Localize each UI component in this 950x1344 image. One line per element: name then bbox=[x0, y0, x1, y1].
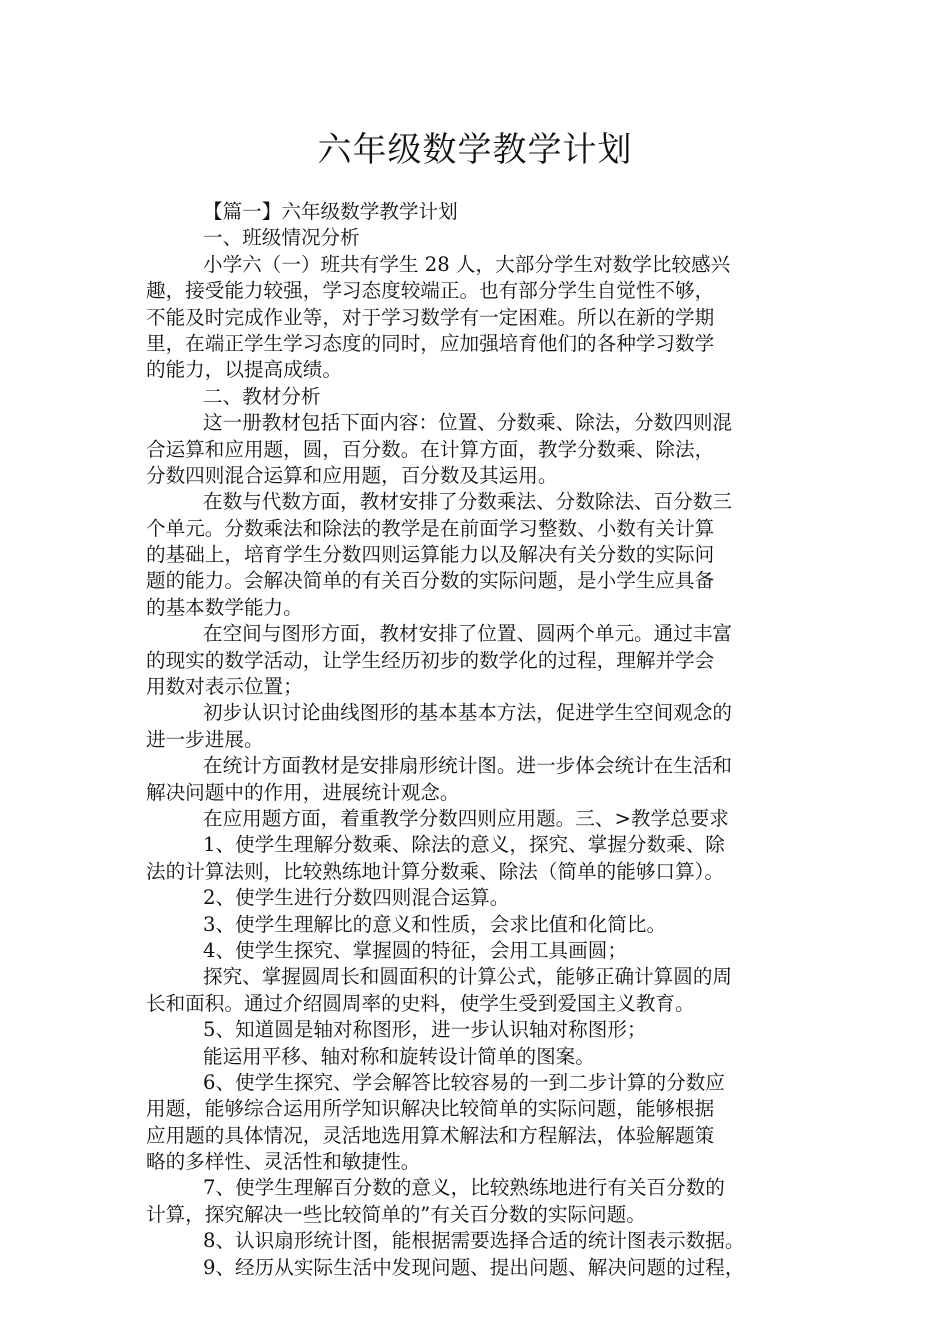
text-line: 小学六（一）班共有学生 28 人，大部分学生对数学比较感兴 bbox=[203, 252, 731, 276]
text-line: 6、使学生探究、学会解答比较容易的一到二步计算的分数应 bbox=[203, 1070, 725, 1094]
text-line: 能运用平移、轴对称和旋转设计简单的图案。 bbox=[203, 1044, 595, 1068]
text-line: 用数对表示位置； bbox=[146, 675, 303, 699]
text-line: 趣，接受能力较强，学习态度较端正。也有部分学生自觉性不够， bbox=[146, 279, 715, 303]
text-line: 5、知道圆是轴对称图形，进一步认识轴对称图形； bbox=[203, 1018, 647, 1042]
text-line: 个单元。分数乘法和除法的教学是在前面学习整数、小数有关计算 bbox=[146, 516, 715, 540]
text-line: 应用题的具体情况，灵活地选用算术解法和方程解法，体验解题策 bbox=[146, 1123, 715, 1147]
text-line: 7、使学生理解百分数的意义，比较熟练地进行有关百分数的 bbox=[203, 1176, 725, 1200]
text-line: 在数与代数方面，教材安排了分数乘法、分数除法、百分数三 bbox=[203, 490, 733, 514]
text-line: 分数四则混合运算和应用题，百分数及其运用。 bbox=[146, 463, 558, 487]
text-line: 二、教材分析 bbox=[203, 384, 321, 408]
text-line: 8、认识扇形统计图，能根据需要选择合适的统计图表示数据。 bbox=[203, 1229, 745, 1253]
text-line: 4、使学生探究、掌握圆的特征，会用工具画圆； bbox=[203, 938, 627, 962]
text-line: 的基本数学能力。 bbox=[146, 595, 303, 619]
text-line: 探究、掌握圆周长和圆面积的计算公式，能够正确计算圆的周 bbox=[203, 965, 733, 989]
text-line: 在空间与图形方面，教材安排了位置、圆两个单元。通过丰富 bbox=[203, 622, 733, 646]
text-line: 3、使学生理解比的意义和性质，会求比值和化简比。 bbox=[203, 912, 667, 936]
text-line: 的能力，以提高成绩。 bbox=[146, 358, 342, 382]
text-line: 这一册教材包括下面内容：位置、分数乘、除法，分数四则混 bbox=[203, 411, 733, 435]
text-line: 不能及时完成作业等，对于学习数学有一定困难。所以在新的学期 bbox=[146, 305, 715, 329]
text-line: 解决问题中的作用，进展统计观念。 bbox=[146, 780, 460, 804]
text-line: 进一步进展。 bbox=[146, 727, 264, 751]
text-line: 题的能力。会解决简单的有关百分数的实际问题，是小学生应具备 bbox=[146, 569, 715, 593]
text-line: 法的计算法则，比较熟练地计算分数乘、除法（简单的能够口算）。 bbox=[146, 859, 725, 883]
text-line: 2、使学生进行分数四则混合运算。 bbox=[203, 886, 510, 910]
text-line: 在统计方面教材是安排扇形统计图。进一步体会统计在生活和 bbox=[203, 754, 733, 778]
text-line: 里，在端正学生学习态度的同时，应加强培育他们的各种学习数学 bbox=[146, 331, 715, 355]
text-line: 1、使学生理解分数乘、除法的意义，探究、掌握分数乘、除 bbox=[203, 833, 725, 857]
text-line: 初步认识讨论曲线图形的基本基本方法，促进学生空间观念的 bbox=[203, 701, 733, 725]
text-line: 长和面积。通过介绍圆周率的史料，使学生受到爱国主义教育。 bbox=[146, 991, 695, 1015]
text-line: 9、经历从实际生活中发现问题、提出问题、解决问题的过程， bbox=[203, 1255, 745, 1279]
text-line: 的基础上，培育学生分数四则运算能力以及解决有关分数的实际问 bbox=[146, 543, 715, 567]
document-title: 六年级数学教学计划 bbox=[317, 130, 633, 170]
text-line: 合运算和应用题，圆，百分数。在计算方面，教学分数乘、除法， bbox=[146, 437, 715, 461]
text-line: 的现实的数学活动，让学生经历初步的数学化的过程，理解并学会 bbox=[146, 648, 715, 672]
document-body bbox=[146, 199, 814, 1281]
text-line: 在应用题方面，着重教学分数四则应用题。三、>教学总要求 bbox=[203, 806, 729, 830]
text-line: 计算，探究解决一些比较简单的”有关百分数的实际问题。 bbox=[146, 1202, 646, 1226]
text-line: 一、班级情况分析 bbox=[203, 226, 360, 250]
text-line: 用题，能够综合运用所学知识解决比较简单的实际问题，能够根据 bbox=[146, 1097, 715, 1121]
text-line: 【篇一】六年级数学教学计划 bbox=[203, 200, 458, 223]
text-line: 略的多样性、灵活性和敏捷性。 bbox=[146, 1150, 421, 1174]
